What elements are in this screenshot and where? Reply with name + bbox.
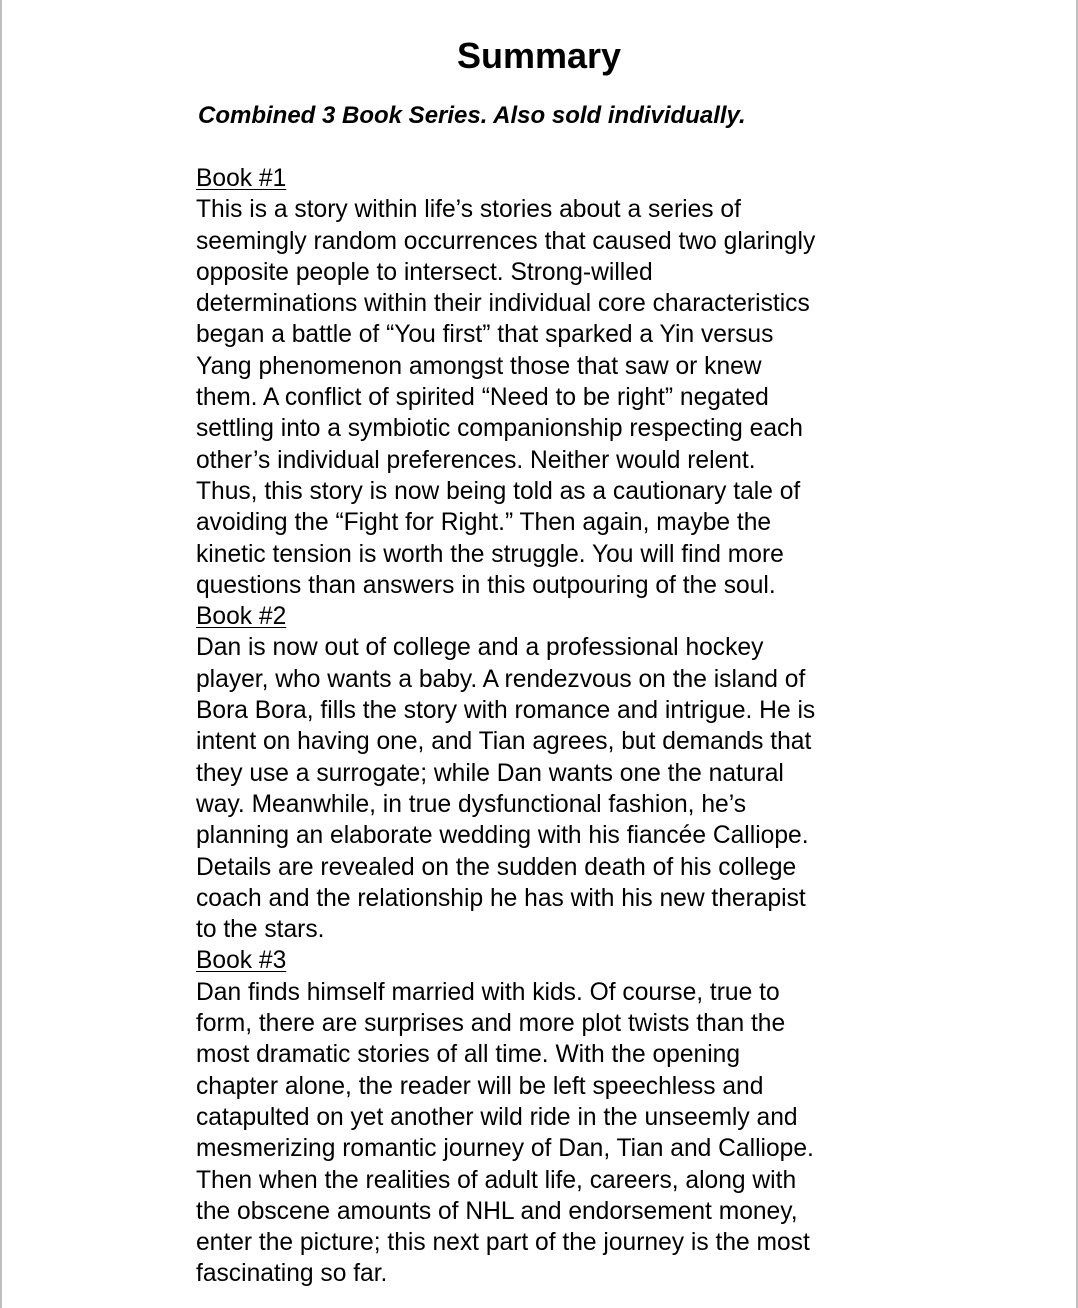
text-line: settling into a symbiotic companionship respecting each (196, 415, 803, 443)
text-line: other’s individual preferences. Neither would relent. (196, 446, 756, 474)
text-line: chapter alone, the reader will be left speechless and (196, 1072, 764, 1100)
series-subtitle: Combined 3 Book Series. Also sold individually. (198, 102, 746, 129)
text-line: most dramatic stories of all time. With the opening (196, 1041, 741, 1069)
text-line: planning an elaborate wedding with his fiancée Calliope. (196, 822, 809, 850)
text-line: way. Meanwhile, in true dysfunctional fashion, he’s (196, 790, 747, 818)
text-line: began a battle of “You first” that sparked a Yin versus (196, 321, 774, 349)
text-line: Dan is now out of college and a professional hockey (196, 634, 764, 662)
book-heading: Book #3 (196, 947, 287, 975)
text-line: Yang phenomenon amongst those that saw or knew (196, 352, 762, 380)
text-line: catapulted on yet another wild ride in the unseemly and (196, 1103, 798, 1131)
text-line: intent on having one, and Tian agrees, but demands that (196, 728, 812, 756)
text-line: player, who wants a baby. A rendezvous on the island of (196, 665, 806, 693)
text-line: seemingly random occurrences that caused two glaringly (196, 227, 816, 255)
book-section-2 (196, 601, 916, 945)
text-line: Bora Bora, fills the story with romance and intrigue. He is (196, 697, 816, 725)
text-line: Then when the realities of adult life, careers, along with (196, 1166, 797, 1194)
page-left-edge (0, 0, 2, 1308)
page-title: Summary (456, 35, 622, 76)
text-line: enter the picture; this next part of the journey is the most (196, 1229, 810, 1257)
text-line: mesmerizing romantic journey of Dan, Tian and Calliope. (196, 1135, 814, 1163)
text-line: Details are revealed on the sudden death of his college (196, 853, 797, 881)
text-line: opposite people to intersect. Strong-willed (196, 258, 653, 286)
text-line: fascinating so far. (196, 1260, 388, 1288)
book-heading: Book #2 (196, 603, 287, 631)
text-line: they use a surrogate; while Dan wants one the natural (196, 759, 784, 787)
text-line: them. A conflict of spirited “Need to be right” negated (196, 384, 769, 412)
text-line: coach and the relationship he has with his new therapist (196, 884, 806, 912)
book-heading: Book #1 (196, 165, 287, 192)
text-line: This is a story within life’s stories about a series of (196, 196, 741, 224)
text-line: the obscene amounts of NHL and endorsement money, (196, 1197, 798, 1225)
text-line: to the stars. (196, 916, 325, 944)
text-line: form, there are surprises and more plot twists than the (196, 1010, 786, 1038)
book-section-1 (196, 163, 916, 601)
text-line: Dan finds himself married with kids. Of course, true to (196, 978, 780, 1006)
text-line: questions than answers in this outpouring of the soul. (196, 571, 776, 599)
text-line: avoiding the “Fight for Right.” Then again, maybe the (196, 509, 772, 537)
summary-body (196, 163, 916, 1290)
text-line: determinations within their individual core characteristics (196, 290, 810, 318)
book-section-3 (196, 945, 916, 1289)
text-line: Thus, this story is now being told as a cautionary tale of (196, 477, 801, 505)
text-line: kinetic tension is worth the struggle. You will find more (196, 540, 784, 568)
